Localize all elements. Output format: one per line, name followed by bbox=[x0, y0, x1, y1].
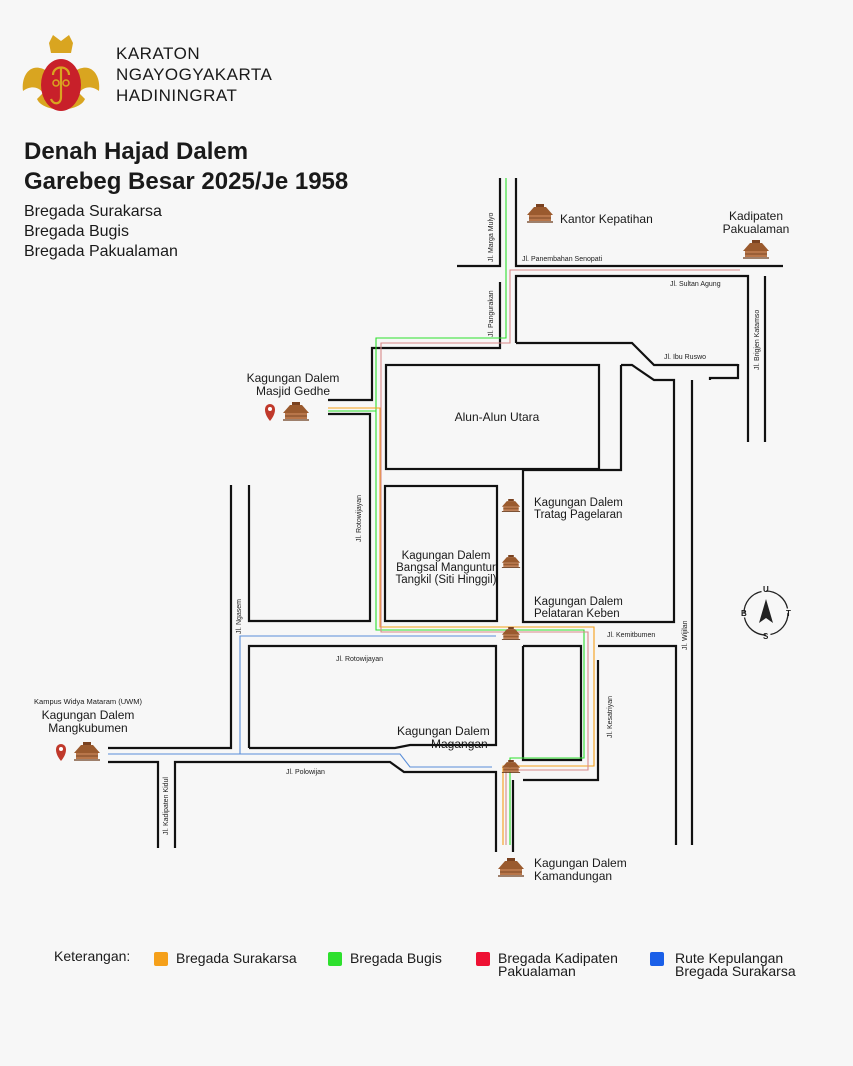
legend-swatch bbox=[154, 952, 168, 966]
legend-swatch bbox=[328, 952, 342, 966]
page-title bbox=[24, 137, 348, 197]
road-ibu-ruswo bbox=[710, 364, 738, 380]
org-line-3: HADININGRAT bbox=[116, 86, 238, 105]
label-kepatihan: Kantor Kepatihan bbox=[560, 212, 653, 226]
street-rotowijayan-vertical: Jl. Rotowijayan bbox=[356, 494, 363, 542]
building-kepatihan-icon bbox=[527, 204, 553, 222]
road-rotowijayan-west bbox=[249, 414, 370, 621]
group-item: Bregada Bugis bbox=[24, 223, 129, 240]
street-wijilan: Jl. Wijilan bbox=[682, 620, 689, 650]
legend-title: Keterangan: bbox=[54, 948, 131, 964]
label-keben-1: Kagungan Dalem bbox=[534, 596, 623, 608]
street-senopati: Jl. Panembahan Senopati bbox=[522, 256, 603, 263]
compass-west-label: B bbox=[741, 609, 747, 618]
road-polowijan-east bbox=[175, 762, 496, 852]
org-name bbox=[116, 43, 272, 106]
building-pakualaman-icon bbox=[743, 240, 769, 258]
label-masjid-1: Kagungan Dalem bbox=[246, 371, 340, 385]
label-alun-alun: Alun-Alun Utara bbox=[454, 410, 540, 424]
road-pangurakan-west bbox=[328, 282, 500, 400]
legend-swatch bbox=[650, 952, 664, 966]
legend-swatch bbox=[476, 952, 490, 966]
legend-label: Bregada Kadipaten bbox=[498, 950, 618, 966]
label-bangsal-2: Bangsal Manguntur bbox=[396, 562, 496, 574]
label-magangan-2: Magangan bbox=[431, 737, 488, 751]
road-sultan-agung bbox=[516, 276, 748, 442]
compass-east-label: T bbox=[786, 609, 791, 618]
street-kemitbumen: Jl. Kemitbumen bbox=[607, 632, 656, 639]
group-item: Bregada Pakualaman bbox=[24, 243, 178, 260]
legend-label-2: Bregada Surakarsa bbox=[675, 963, 796, 979]
logo-icon bbox=[23, 35, 100, 111]
building-magangan-icon bbox=[502, 760, 520, 773]
group-list bbox=[24, 202, 178, 262]
building-kamandungan-icon bbox=[498, 858, 524, 876]
pin-mangkubumen-icon bbox=[56, 744, 66, 761]
label-kamandungan-2: Kamandungan bbox=[534, 869, 613, 883]
building-siti-hinggil-icon bbox=[502, 555, 520, 568]
street-marga-mulyo: Jl. Marga Mulyo bbox=[488, 212, 495, 262]
legend-label-2: Pakualaman bbox=[498, 963, 576, 979]
label-tratag-1: Kagungan Dalem bbox=[534, 497, 623, 509]
label-masjid-2: Masjid Gedhe bbox=[255, 384, 331, 398]
road-kesatriyan bbox=[523, 660, 598, 780]
block-magangan-east bbox=[523, 646, 581, 760]
street-katamso: Jl. Brigjen Katamso bbox=[754, 309, 761, 370]
compass-north-label: U bbox=[763, 585, 769, 594]
title-line-1: Denah Hajad Dalem bbox=[24, 138, 249, 165]
building-masjid-icon bbox=[283, 402, 309, 420]
label-mangkubumen-2: Mangkubumen bbox=[48, 721, 128, 735]
street-polowijan: Jl. Polowijan bbox=[286, 769, 325, 776]
building-mangkubumen-icon bbox=[74, 742, 100, 760]
compass-south-label: S bbox=[763, 632, 769, 641]
building-tratag-icon bbox=[502, 499, 520, 512]
legend-label: Rute Kepulangan bbox=[675, 950, 784, 966]
group-item: Bregada Surakarsa bbox=[24, 203, 162, 220]
street-kadipaten-kidul: Jl. Kadipaten Kidul bbox=[163, 777, 170, 835]
street-ngasem: Jl. Ngasem bbox=[236, 598, 243, 634]
street-rotowijayan-horizontal: Jl. Rotowijayan bbox=[336, 656, 384, 663]
label-bangsal-3: Tangkil (Siti Hinggil) bbox=[395, 574, 497, 586]
legend-label: Bregada Bugis bbox=[350, 950, 442, 966]
compass-icon bbox=[744, 591, 788, 635]
street-kesatriyan: Jl. Kesatriyan bbox=[607, 695, 614, 738]
label-tratag-2: Tratag Pagelaran bbox=[534, 509, 623, 521]
label-pakualaman-2: Pakualaman bbox=[722, 222, 790, 236]
org-line-2: NGAYOGYAKARTA bbox=[116, 65, 273, 84]
label-keben-2: Pelataran Keben bbox=[534, 608, 620, 620]
label-bangsal-1: Kagungan Dalem bbox=[401, 550, 491, 562]
street-pangurakan: Jl. Pangurakan bbox=[488, 290, 495, 337]
street-ibu-ruswo: Jl. Ibu Ruswo bbox=[664, 354, 707, 361]
route-return-2 bbox=[240, 754, 492, 767]
street-sultan-agung: Jl. Sultan Agung bbox=[670, 281, 721, 288]
label-mangkubumen-1: Kagungan Dalem bbox=[41, 708, 135, 722]
legend-label: Bregada Surakarsa bbox=[176, 950, 297, 966]
pin-masjid-icon bbox=[265, 404, 275, 421]
label-pakualaman-1: Kadipaten bbox=[728, 209, 784, 223]
label-uwm: Kampus Widya Mataram (UWM) bbox=[34, 697, 142, 706]
label-magangan-1: Kagungan Dalem bbox=[397, 724, 490, 738]
title-line-2: Garebeg Besar 2025/Je 1958 bbox=[24, 168, 349, 195]
building-keben-icon bbox=[502, 627, 520, 640]
label-kamandungan-1: Kagungan Dalem bbox=[534, 856, 627, 870]
road-kemitbumen bbox=[598, 646, 676, 845]
road-polowijan bbox=[108, 762, 158, 848]
org-line-1: KARATON bbox=[116, 44, 201, 63]
